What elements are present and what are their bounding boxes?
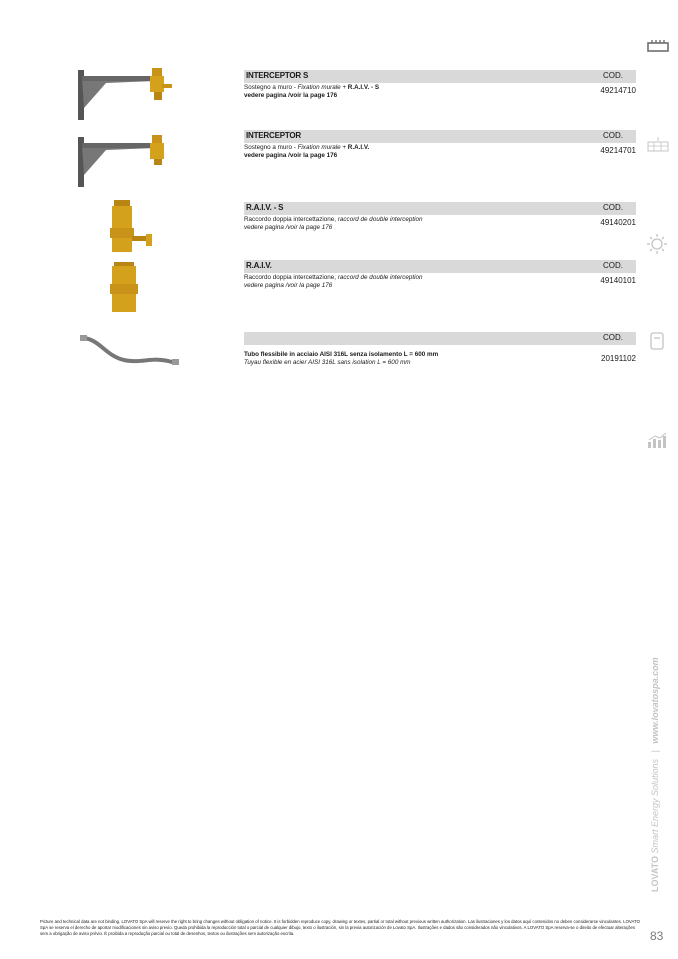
heat-pump-icon — [647, 40, 669, 54]
product-description: Sostegno a muro - Fixation murale + R.A.I.V. - S vedere pagina /voir la page 176 — [244, 84, 380, 99]
wall-bracket-valve-icon — [76, 135, 176, 191]
product-name: R.A.I.V. - S — [246, 203, 284, 212]
brass-fitting-icon — [106, 262, 146, 316]
brand-vertical-text: LOVATO Smart Energy Solutions | www.lovatospa.com — [650, 657, 660, 892]
cod-label: COD. — [603, 71, 623, 80]
brand-name: LOVATO — [650, 856, 660, 892]
sun-icon — [647, 234, 667, 254]
product-code: 49214701 — [600, 146, 636, 155]
chart-icon — [647, 432, 667, 448]
product-code: 49214710 — [600, 86, 636, 95]
product-name: INTERCEPTOR — [246, 131, 301, 140]
product-name: R.A.I.V. — [246, 261, 272, 270]
solar-panel-icon — [647, 137, 669, 153]
footer-disclaimer: Picture and technical data are not binding. LOVATO SpA will reserve the right to bring changes without obligation of notice. It is forbidden reproduce copy, drawing or textes, partial or total without previous written authorization. Las ilustraciones y los datos aquí contenidos no deben considerarse vinculantes. LOVATO SpA se reserva el derecho de aportar modificaciones sin aviso previo. Queda prohibida la reproducción total o parcial de cualquier dibujo, texto o ilustración, sin la previa autorización de Lovato SpA. Ilustrações e dados são considerados não vinculativos. A LOVATO SpA reserva-se o direito de efectuar alterações sem a obrigação de aviso prévio. É proibida a reprodução parcial ou total de desenhos, textos ou ilustrações sem autorização escrita. — [40, 919, 640, 937]
product-description: Tubo flessibile in acciaio AISI 316L senza isolamento L = 600 mm Tuyau flexible en acier AISI 316L sans isolation L = 600 mm — [244, 351, 439, 366]
product-code: 20191102 — [601, 354, 636, 363]
product-description: Sostegno a muro - Fixation murale + R.A.I.V. vedere pagina /voir la page 176 — [244, 144, 370, 159]
cod-label: COD. — [603, 203, 623, 212]
flexible-hose-icon — [80, 332, 182, 372]
product-code: 49140201 — [600, 218, 636, 227]
cod-label: COD. — [603, 131, 623, 140]
page-number: 83 — [650, 929, 664, 943]
brass-fitting-valve-icon — [104, 200, 160, 258]
product-description: Raccordo doppia intercettazione, raccord de double interception vedere pagina /voir la page 176 — [244, 216, 423, 231]
cod-label: COD. — [603, 333, 623, 342]
product-code: 49140101 — [600, 276, 636, 285]
cod-label: COD. — [603, 261, 623, 270]
brand-tagline: Smart Energy Solutions — [650, 758, 660, 854]
boiler-icon — [650, 332, 664, 350]
product-description: Raccordo doppia intercettazione, raccord de double interception vedere pagina /voir la page 176 — [244, 274, 423, 289]
wall-bracket-valve-icon — [76, 68, 176, 124]
product-name: INTERCEPTOR S — [246, 71, 309, 80]
brand-url: www.lovatospa.com — [650, 657, 660, 744]
